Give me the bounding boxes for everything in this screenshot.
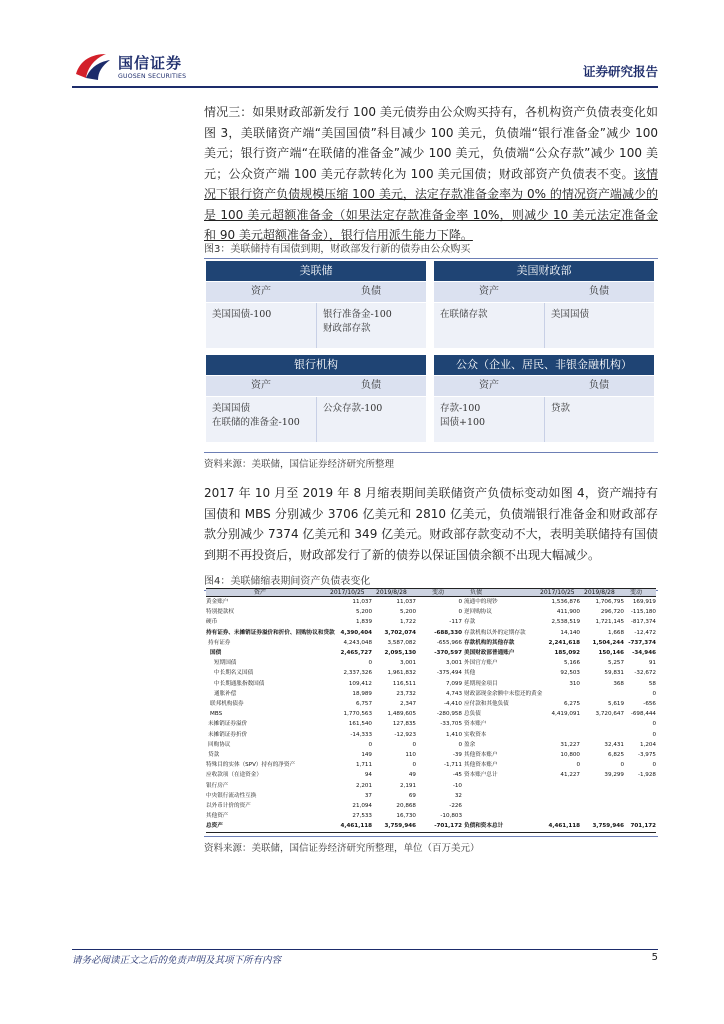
table-cell: 150,146 [598, 650, 624, 656]
table-cell: 3,702,074 [384, 629, 416, 636]
asset-item: 通胀补偿 [214, 690, 237, 697]
asset-item: 以外币计价的资产 [206, 803, 251, 809]
liability-item: 其他资本账户 [464, 762, 498, 769]
table-row [206, 630, 656, 640]
table-cell: 6,825 [607, 752, 624, 758]
assets-header: 资产 [206, 376, 316, 396]
liabilities-header: 负债 [316, 282, 426, 302]
asset-item: 中长期名义国债 [214, 670, 254, 677]
table-cell: 5,200 [355, 609, 372, 616]
table-row [206, 609, 656, 619]
table-cell: 3,759,946 [592, 823, 624, 830]
table-cell: 1,410 [445, 731, 462, 738]
liability-item: 逆回购协议 [464, 609, 492, 616]
liabilities-header: 负债 [544, 282, 654, 302]
table-cell: 11,037 [352, 599, 372, 605]
table-cell: 32 [454, 792, 462, 799]
asset-item: 贷款 [208, 752, 220, 758]
table-cell: 2,538,519 [551, 619, 580, 626]
table-cell: 21,094 [352, 803, 372, 809]
table-cell: 1,536,876 [551, 599, 580, 605]
liability-item: 应付款和其他负债 [464, 701, 509, 707]
table-cell: -117 [449, 619, 462, 626]
logo-text-en: GUOSEN SECURITIES [118, 73, 187, 80]
table-cell: 0 [412, 741, 416, 748]
entry: 存款-100 [440, 403, 481, 414]
table-cell: 5,619 [607, 701, 624, 707]
table-cell: -10,803 [440, 813, 462, 820]
paragraph-underlined-text: 该情况下银行资产负债规模压缩 100 美元，法定存款准备金率为 0% 的情况资产端减少的是 100 美元超额准备金（如果法定存款准备金率 10%，则减少 10 美元法定准备金和 90 美元超额准备金），银行信用派生能力下降。 [204, 166, 658, 242]
table-cell: -688,330 [434, 629, 462, 636]
table-cell: -34,946 [632, 650, 656, 656]
liability-item: 存款机构以外的定期存款 [464, 629, 526, 636]
liabilities-cell [316, 303, 426, 348]
table-cell: 3,587,082 [387, 639, 416, 646]
table-cell: -45 [452, 772, 462, 779]
table-cell: 39,299 [604, 772, 624, 779]
table-row [206, 721, 656, 731]
table-row [206, 711, 656, 721]
table-cell: 109,412 [348, 680, 372, 687]
table-row [206, 803, 656, 813]
liability-item: 流通中的现钞 [464, 599, 498, 605]
asset-item: 特殊目的实体（SPV）持有的净资产 [206, 762, 296, 769]
assets-header: 资产 [206, 282, 316, 302]
page-header [72, 48, 658, 88]
table-cell: 0 [458, 741, 462, 748]
table-row [206, 670, 656, 680]
liability-item: 外国官方账户 [464, 660, 498, 667]
liability-item: 存款机构的其他存款 [464, 639, 515, 646]
table-row [206, 599, 656, 609]
figure-3-source: 资料来源：美联储，国信证券经济研究所整理 [204, 452, 658, 470]
asset-item: 硬币 [206, 619, 218, 626]
table-cell: 4,390,404 [340, 629, 372, 636]
paragraph-scenario-three [204, 102, 658, 246]
table-row [206, 742, 656, 752]
table-cell: 2,201 [355, 782, 372, 789]
assets-cell [434, 397, 544, 442]
paragraph-text: 情况三：如果财政部新发行 100 美元债券由公众购买持有，各机构资产负债表变化如图 3，美联储资产端“美国国债”科目减少 100 美元，负债端“银行准备金”减少 100 美元；银行资产端“在联储的准备金”减少 100 美元，负债端“公众存款”减少 100 美元；公众资产端 100 美元存款转化为 100 美元国债；财政部资产负债表不变。 [204, 105, 658, 181]
column-header: 变动 [630, 589, 643, 596]
t-account-title: 公众（企业、居民、非银金融机构） [434, 355, 654, 375]
table-cell: 6,757 [355, 701, 372, 707]
table-cell: 3,001 [445, 660, 462, 667]
table-cell: 0 [620, 762, 624, 769]
table-cell: 110 [405, 752, 416, 758]
table-row [206, 732, 656, 742]
asset-item: 未摊销证券折价 [208, 731, 248, 738]
liability-item: 资本账户 [464, 721, 487, 728]
table-cell: 296,720 [600, 609, 624, 616]
entry: 银行准备金-100 [323, 309, 392, 320]
column-header: 负债 [470, 589, 483, 596]
liability-item: 存款 [464, 619, 476, 626]
table-cell: -701,172 [434, 823, 462, 830]
table-cell: 701,172 [630, 823, 656, 830]
table-cell: 1,721,145 [595, 619, 624, 626]
liability-item: 其他 [464, 670, 476, 677]
liability-item: 总负债 [464, 711, 481, 718]
table-row [206, 619, 656, 629]
table-cell: 3,001 [399, 660, 416, 667]
table-header-row [206, 588, 656, 597]
table-cell: 4,419,091 [551, 711, 580, 718]
table-cell: 32,431 [604, 741, 624, 748]
table-cell: 2,191 [399, 782, 416, 789]
liabilities-cell [316, 397, 426, 442]
table-cell: 1,722 [399, 619, 416, 626]
liability-item: 财政部现金余额中未偿还的黄金 [464, 690, 543, 697]
table-row [206, 650, 656, 660]
table-cell: 3,720,647 [595, 711, 624, 718]
table-cell: 10,800 [560, 752, 580, 758]
table-cell: 169,919 [632, 599, 656, 605]
table-row [206, 752, 656, 762]
table-cell: 4,461,118 [548, 823, 580, 830]
figure-4-source: 资料来源：美联储，国信证券经济研究所整理，单位（百万美元） [204, 836, 658, 854]
table-cell: -655,966 [436, 639, 462, 646]
table-cell: 368 [613, 680, 624, 687]
table-cell: -698,444 [630, 711, 656, 718]
entry: 美国国债-100 [212, 309, 272, 320]
column-header: 2019/8/28 [584, 589, 615, 596]
entry: 公众存款-100 [323, 403, 383, 414]
liability-item: 资本账户总计 [464, 772, 498, 779]
table-cell: -12,923 [394, 731, 416, 738]
table-row [206, 793, 656, 803]
table-cell: 149 [361, 752, 372, 758]
liabilities-cell [544, 397, 654, 442]
table-cell: -32,672 [634, 670, 656, 677]
table-row [206, 691, 656, 701]
table-cell: 0 [652, 721, 656, 728]
table-row [206, 762, 656, 772]
liabilities-header: 负债 [316, 376, 426, 396]
table-cell: 0 [652, 731, 656, 738]
table-cell: 27,533 [352, 813, 372, 820]
table-cell: 20,868 [396, 803, 416, 809]
column-header: 资产 [254, 589, 267, 596]
column-header: 2017/10/25 [540, 589, 575, 596]
table-cell: 16,730 [396, 813, 416, 820]
table-cell: -39 [452, 752, 462, 758]
table-cell: 23,732 [396, 690, 416, 697]
liability-item: 其他资本账户 [464, 752, 498, 758]
table-cell: 4,461,118 [340, 823, 372, 830]
table-row [206, 640, 656, 650]
logo-text-cn: 国信证券 [118, 54, 183, 72]
asset-item: 未摊销证券溢价 [208, 721, 248, 728]
asset-item: 其他资产 [206, 813, 229, 820]
entry: 财政部存款 [323, 323, 371, 334]
t-account-public [434, 355, 654, 442]
table-cell: 185,092 [554, 650, 580, 656]
asset-item: 应收款项（在途资金） [206, 772, 262, 779]
table-cell: 1,839 [355, 619, 372, 626]
liability-item: 实收资本 [464, 731, 487, 738]
asset-item: 银行房产 [206, 782, 229, 789]
table-cell: 92,503 [560, 670, 580, 677]
table-cell: 1,504,244 [592, 639, 624, 646]
table-cell: 6,275 [563, 701, 580, 707]
table-cell: 69 [408, 792, 416, 799]
entry: 在联储的准备金-100 [212, 417, 300, 428]
table-cell: 37 [364, 792, 372, 799]
table-bottom-rule [206, 832, 656, 833]
table-cell: 5,257 [607, 660, 624, 667]
table-cell: 1,711 [355, 762, 372, 769]
table-cell: 3,759,946 [384, 823, 416, 830]
table-cell: -375,494 [436, 670, 462, 677]
asset-item: 中长期通胀指数国债 [214, 680, 265, 687]
table-cell: 4,243,048 [343, 639, 372, 646]
table-cell: 0 [368, 741, 372, 748]
table-cell: 94 [364, 772, 372, 779]
table-cell: 1,204 [639, 741, 656, 748]
table-cell: 0 [652, 762, 656, 769]
table-cell: 0 [458, 609, 462, 616]
table-cell: -226 [449, 803, 462, 809]
table-cell: -115,180 [630, 609, 656, 616]
t-account-banks [206, 355, 426, 442]
table-cell: 14,140 [560, 629, 580, 636]
asset-item: 中央银行流动性互换 [206, 792, 257, 799]
table-cell: 1,668 [607, 629, 624, 636]
disclaimer: 请务必阅读正文之后的免责声明及其项下所有内容 [72, 955, 282, 966]
entry: 在联储存款 [440, 309, 488, 320]
table-cell: 49 [408, 772, 416, 779]
table-cell: -10 [452, 782, 462, 789]
liabilities-header: 负债 [544, 376, 654, 396]
liability-item: 延期现金项目 [464, 680, 498, 687]
t-account-title: 美国财政部 [434, 261, 654, 281]
asset-item: 黄金账户 [206, 599, 229, 605]
table-cell: 0 [412, 762, 416, 769]
asset-item: 特别提款权 [206, 609, 234, 616]
t-account-treasury [434, 261, 654, 348]
table-cell: 0 [458, 599, 462, 605]
table-cell: 1,489,605 [387, 711, 416, 718]
table-row [206, 783, 656, 793]
table-row [206, 772, 656, 782]
asset-item: 持有证券 [208, 639, 231, 646]
report-type: 证券研究报告 [582, 64, 658, 79]
table-cell: 0 [368, 660, 372, 667]
table-row [206, 701, 656, 711]
guosen-logo [72, 48, 222, 88]
table-row [206, 813, 656, 823]
table-cell: 59,831 [604, 670, 624, 677]
table-cell: 411,900 [556, 609, 580, 616]
table-cell: 2,347 [399, 701, 416, 707]
figure-3-title: 图3：美联储持有国债到期，财政部发行新的债券由公众购买 [204, 240, 658, 259]
table-cell: 161,540 [348, 721, 372, 728]
assets-cell [206, 397, 316, 442]
table-row [206, 681, 656, 691]
column-header: 2017/10/25 [330, 589, 365, 596]
t-account-fed [206, 261, 426, 348]
assets-cell [206, 303, 316, 348]
table-cell: 310 [569, 680, 580, 687]
table-cell: 7,099 [445, 680, 462, 687]
table-cell: 31,227 [560, 741, 580, 748]
assets-cell [434, 303, 544, 348]
table-cell: 0 [576, 762, 580, 769]
table-cell: 2,241,618 [548, 639, 580, 646]
table-row [206, 660, 656, 670]
table-cell: -14,333 [350, 731, 372, 738]
asset-item: 回购协议 [208, 741, 231, 748]
asset-item: MBS [210, 711, 223, 718]
table-cell: 41,227 [560, 772, 580, 779]
table-cell: -817,374 [630, 619, 656, 626]
asset-item: 持有证券、未摊销证券溢价和折价、回购协议和贷款 [206, 629, 335, 636]
table-cell: -370,597 [434, 650, 462, 656]
header-rule [72, 86, 658, 88]
column-header: 2019/8/28 [376, 589, 407, 596]
table-cell: 5,166 [563, 660, 580, 667]
asset-item: 联邦机构债券 [210, 701, 244, 707]
table-cell: 58 [648, 680, 656, 687]
table-cell: 11,037 [396, 599, 416, 605]
assets-header: 资产 [434, 376, 544, 396]
table-cell: -656 [643, 701, 656, 707]
liability-item: 盈余 [464, 741, 476, 748]
t-account-title: 美联储 [206, 261, 426, 281]
entry: 美国国债 [551, 309, 590, 320]
t-account-title: 银行机构 [206, 355, 426, 375]
table-cell: 91 [648, 660, 656, 667]
table-cell: 2,337,326 [343, 670, 372, 677]
asset-item: 短期国债 [214, 660, 237, 667]
table-cell: 1,706,795 [595, 599, 624, 605]
liabilities-cell [544, 303, 654, 348]
liability-item: 美国财政部普通账户 [464, 650, 515, 656]
footer-rule [72, 949, 658, 950]
table-cell: 2,465,727 [340, 650, 372, 656]
table-cell: 1,770,563 [343, 711, 372, 718]
assets-header: 资产 [434, 282, 544, 302]
asset-item: 总资产 [206, 823, 223, 830]
table-cell: 1,961,832 [387, 670, 416, 677]
guosen-logo-icon [72, 50, 112, 82]
table-cell: 116,511 [392, 680, 416, 687]
paragraph-balance-sheet-change: 2017 年 10 月至 2019 年 8 月缩表期间美联储资产负债标变动如图 4，资产端持有国债和 MBS 分别减少 3706 亿美元和 2810 亿美元，负债端银行准备金和财政部存款分别减少 7374 亿美元和 349 亿美元。财政部存款变动不大，表明美联储持有国债到期不再投资后，财政部发行了新的债券以保证国债余额不出现大幅减少。 [204, 486, 658, 562]
entry: 美国国债 [212, 403, 251, 414]
figure-4-title: 图4：美联储缩表期间资产负债表变化 [204, 572, 658, 591]
table-cell: -737,374 [628, 639, 656, 646]
table-cell: 0 [652, 690, 656, 697]
table-cell: -280,958 [436, 711, 462, 718]
table-cell: -1,928 [637, 772, 656, 779]
balance-sheet-table [206, 588, 656, 834]
table-cell: -12,472 [634, 629, 656, 636]
table-cell: 18,989 [352, 690, 372, 697]
table-cell: -1,711 [443, 762, 462, 769]
entry: 贷款 [551, 403, 571, 414]
asset-item: 国债 [210, 650, 222, 656]
table-cell: 4,743 [445, 690, 462, 697]
table-cell: -33,705 [440, 721, 462, 728]
column-header: 变动 [432, 589, 445, 596]
table-cell: 127,835 [392, 721, 416, 728]
liability-item: 负债和资本总计 [464, 823, 504, 830]
table-cell: 2,095,130 [384, 650, 416, 656]
table-cell: 5,200 [399, 609, 416, 616]
table-cell: -4,410 [443, 701, 462, 707]
table-cell: -3,975 [637, 752, 656, 758]
entry: 国债+100 [440, 417, 486, 428]
page-number: 5 [651, 952, 658, 963]
